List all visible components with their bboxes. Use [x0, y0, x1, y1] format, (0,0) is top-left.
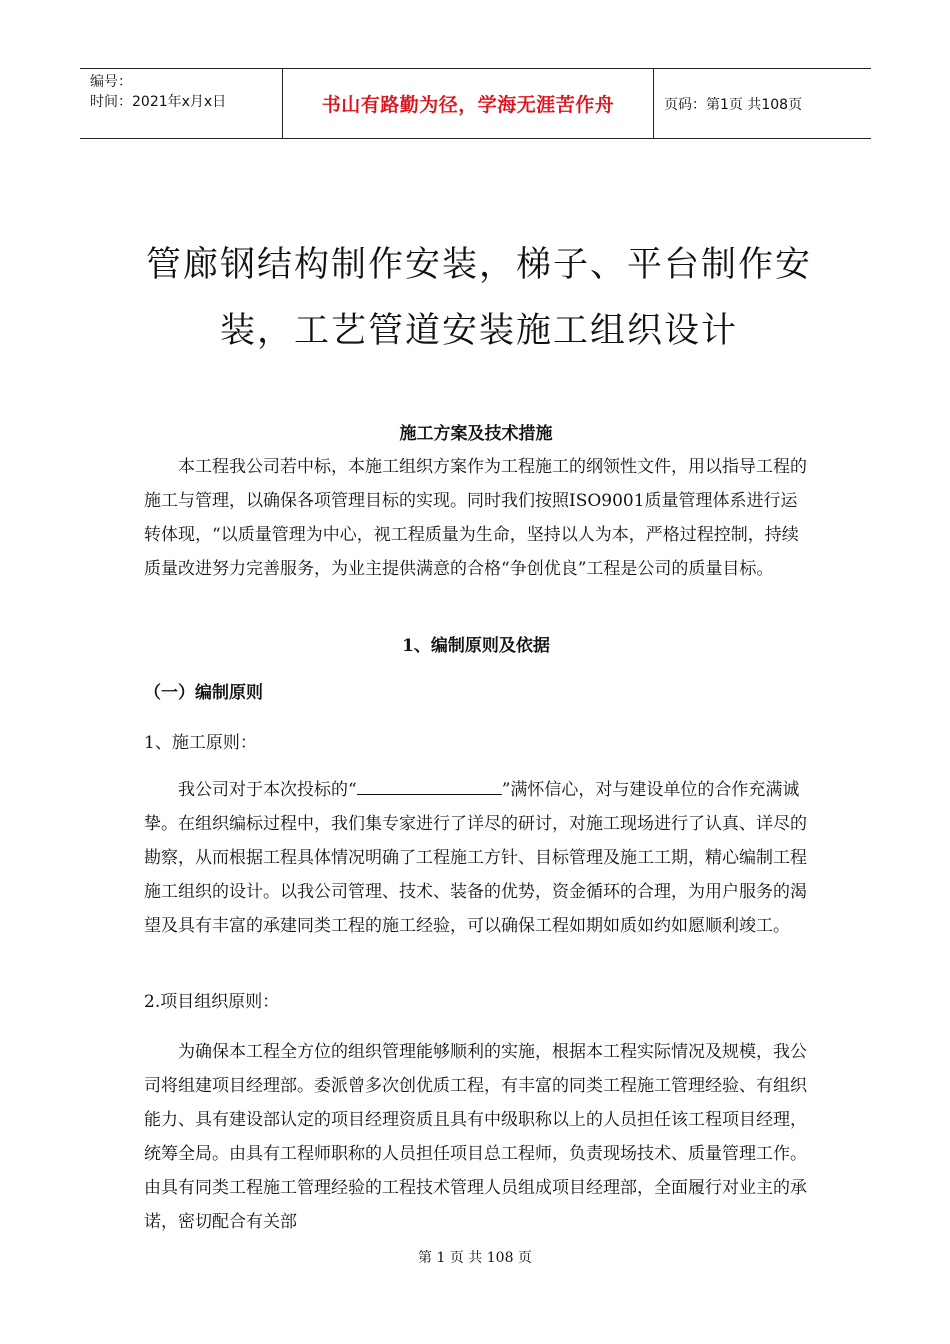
subheading-1: （一）编制原则: [144, 683, 263, 703]
page-header: [80, 68, 871, 139]
page-footer: 第 1 页 共 108 页: [418, 1250, 532, 1266]
header-meta: [80, 69, 283, 138]
document-title: 管廊钢结构制作安装，梯子、平台制作安装，工艺管道安装施工组织设计: [145, 245, 812, 351]
intro-paragraph: 本工程我公司若中标，本施工组织方案作为工程施工的纲领性文件，用以指导工程的施工与管理，以确保各项管理目标的实现。同时我们按照ISO9001质量管理体系进行运转体现，“以质量管理为中心，视工程质量为生命，坚持以人为本，严格过程控制，持续质量改进努力完善服务，为业主提供满意的合格“争创优良”工程是公司的质量目标。: [144, 457, 807, 579]
section-heading: 施工方案及技术措施: [399, 424, 553, 444]
header-motto: 书山有路勤为径，学海无涯苦作舟: [283, 69, 654, 138]
item-2-label: 2.项目组织原则：: [144, 992, 280, 1012]
paragraph-2: 为确保本工程全方位的组织管理能够顺利的实施，根据本工程实际情况及规模，我公司将组建项目经理部。委派曾多次创优质工程，有丰富的同类工程施工管理经验、有组织能力、具有建设部认定的项目经理资质且具有中级职称以上的人员担任该工程项目经理，统筹全局。由具有工程师职称的人员担任项目总工程师，负责现场技术、质量管理工作。由具有同类工程施工管理经验的工程技术管理人员组成项目经理部，全面履行对业主的承诺，密切配合有关部: [144, 1042, 807, 1232]
item-1-label: 1、施工原则：: [144, 733, 257, 753]
header-number: 编号：: [90, 74, 132, 90]
paragraph-1-before: 我公司对于本次投标的“: [178, 780, 357, 800]
paragraph-1: [144, 773, 808, 943]
heading-1: 1、编制原则及依据: [402, 636, 550, 656]
blank-underline: [357, 774, 502, 795]
header-page-info: 页码：第1页 共108页: [664, 96, 803, 113]
paragraph-1-after: ”满怀信心，对与建设单位的合作充满诚挚。在组织编标过程中，我们集专家进行了详尽的研讨，对施工现场进行了认真、详尽的勘察，从而根据工程具体情况明确了工程施工方针、目标管理及施工工期，精心编制工程施工组织的设计。以我公司管理、技术、装备的优势，资金循环的合理，为用户服务的渴望及具有丰富的承建同类工程的施工经验，可以确保工程如期如质如约如愿顺利竣工。: [144, 780, 807, 936]
header-time: 时间：2021年x月x日: [90, 94, 227, 110]
